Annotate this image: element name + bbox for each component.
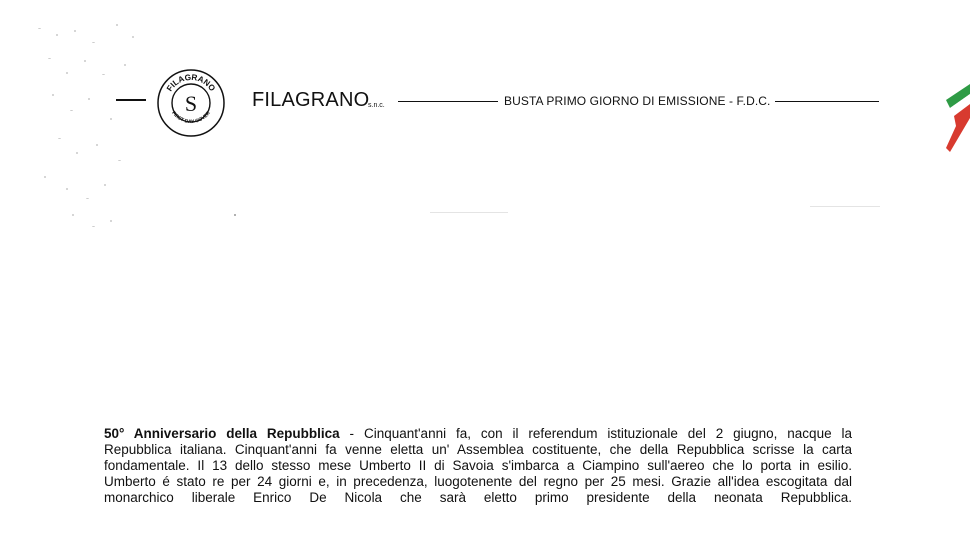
scan-speck — [92, 42, 95, 43]
scan-speck — [44, 176, 46, 178]
scan-speck — [38, 28, 41, 29]
brand-name: FILAGRANO — [252, 89, 370, 111]
scan-speck — [124, 64, 126, 66]
text-line: monarchico liberale Enrico De Nicola che sarà eletto primo presidente della neonata Repubblica. — [104, 490, 852, 505]
scan-speck — [74, 30, 76, 32]
scan-speck — [132, 36, 134, 38]
brand-suffix: s.n.c. — [368, 102, 385, 109]
header-caption: BUSTA PRIMO GIORNO DI EMISSIONE - F.D.C. — [504, 94, 771, 108]
scan-speck — [116, 24, 118, 26]
text-line-fragment: - Cinquant'anni fa, con il referendum istituzionale del 2 giugno, nacque la — [339, 426, 852, 441]
scan-speck — [92, 226, 95, 227]
scan-speck — [52, 94, 54, 96]
text-line — [104, 426, 852, 442]
text-line: fondamentale. Il 13 dello stesso mese Umberto II di Savoia s'imbarca a Ciampino sull'aereo che lo porta in esilio. — [104, 458, 852, 473]
italian-flag-corner — [934, 78, 970, 162]
logo-outer-text: FILAGRANO — [165, 72, 217, 93]
filagrano-logo-seal — [156, 68, 226, 138]
scan-speck — [104, 184, 106, 186]
text-title: 50° Anniversario della Repubblica — [104, 426, 340, 441]
text-line: Umberto é stato re per 24 giorni e, in precedenza, luogotenente del regno per 25 mesi. Grazie all'idea escogitata dal — [104, 474, 852, 489]
left-header-dash — [116, 99, 146, 101]
scan-speck — [72, 214, 74, 216]
scan-speck — [76, 152, 78, 154]
scan-speck — [110, 220, 112, 222]
scan-dot — [234, 214, 236, 216]
header-rule-left — [398, 101, 498, 102]
scan-speck — [88, 98, 90, 100]
scan-speck — [56, 34, 58, 36]
scan-speck — [84, 60, 86, 62]
anniversary-description — [104, 426, 852, 506]
logo-inner-letter: S — [184, 91, 198, 116]
scan-speck — [66, 188, 68, 190]
scan-speck — [86, 198, 89, 199]
scan-speck — [70, 110, 73, 111]
scan-texture — [0, 0, 150, 240]
scan-speck — [102, 74, 105, 75]
logo-bottom-text: FIRST DAY COVER — [170, 110, 212, 126]
faint-scan-mark — [810, 206, 880, 207]
header-rule-right — [775, 101, 879, 102]
scan-speck — [58, 138, 61, 139]
scan-speck — [110, 118, 112, 120]
text-line: Repubblica italiana. Cinquant'anni fa venne eletta un' Assemblea costituente, che della Repubblica scrisse la carta — [104, 442, 852, 457]
scan-speck — [48, 58, 51, 59]
faint-scan-mark — [430, 212, 508, 213]
scan-speck — [118, 160, 121, 161]
scan-speck — [96, 144, 98, 146]
scan-speck — [66, 72, 68, 74]
